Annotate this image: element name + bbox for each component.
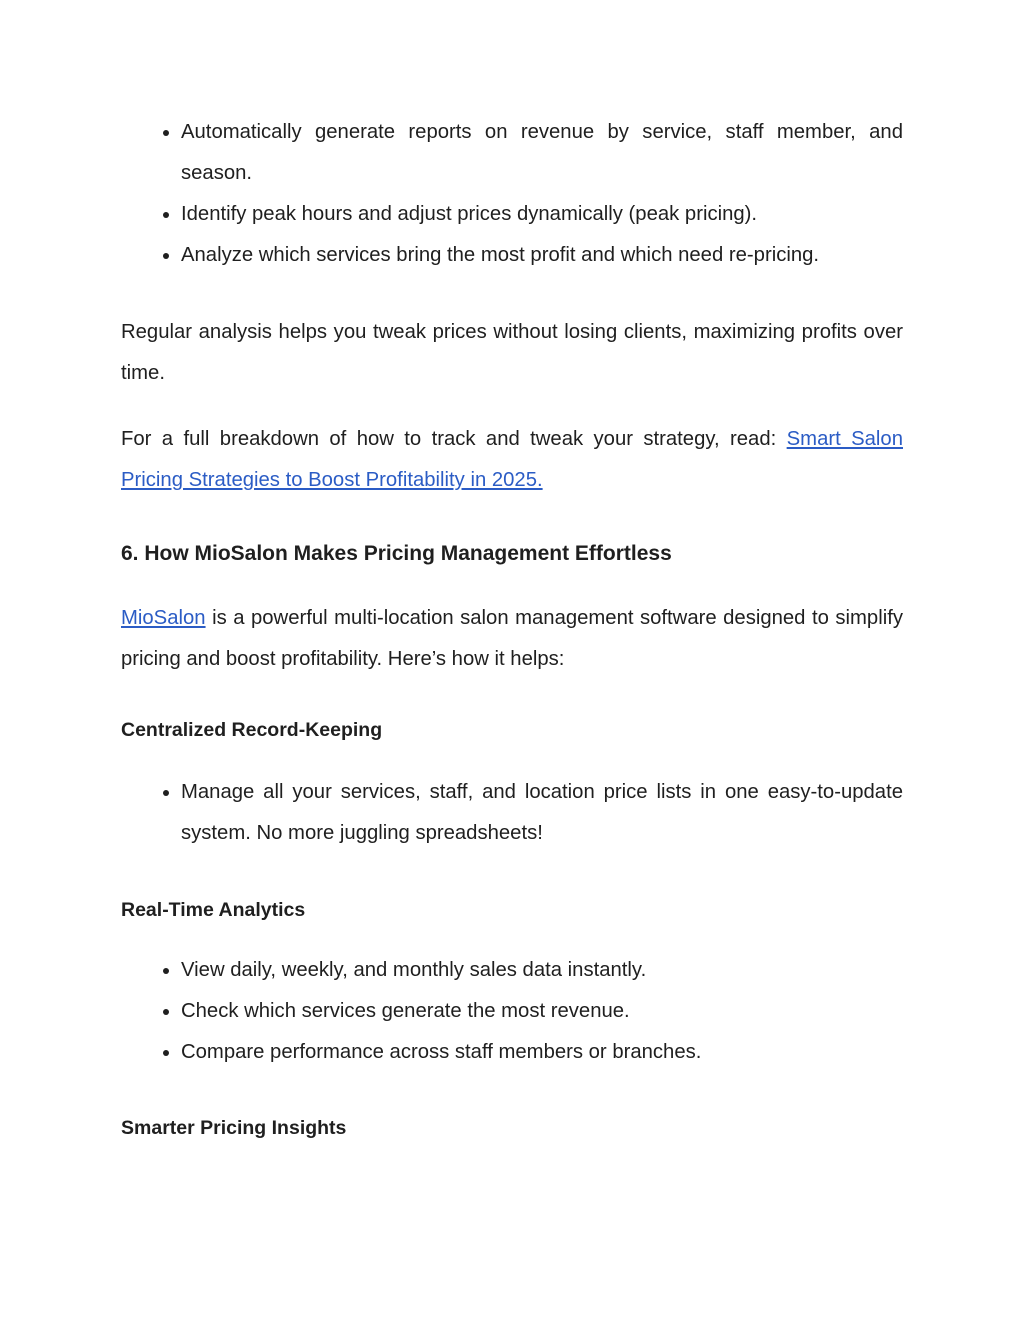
smart-salon-pricing-link[interactable]: Smart Salon Pricing Strategies to Boost Profitability in 2025.	[121, 428, 903, 491]
subheading-real-time-analytics: Real-Time Analytics	[121, 899, 306, 921]
paragraph-text: is a powerful multi-location salon management software designed to simplify pricing and boost profitability. Here’s how it helps:	[121, 607, 903, 670]
paragraph-full-breakdown	[121, 419, 903, 501]
paragraph-text: For a full breakdown of how to track and tweak your strategy, read:	[121, 428, 787, 450]
subheading-smarter-pricing-insights: Smarter Pricing Insights	[121, 1117, 347, 1139]
subheading-centralized-record-keeping: Centralized Record-Keeping	[121, 719, 383, 741]
section-heading-6: 6. How MioSalon Makes Pricing Management Effortless	[121, 542, 672, 565]
miosalon-link[interactable]: MioSalon	[121, 607, 206, 629]
list-item: • Compare performance across staff members or branches.	[181, 1032, 903, 1073]
list-item: • Analyze which services bring the most profit and which need re-pricing.	[181, 235, 903, 276]
list-item: • View daily, weekly, and monthly sales data instantly.	[181, 950, 903, 991]
paragraph-regular-analysis: Regular analysis helps you tweak prices without losing clients, maximizing profits over time.	[121, 321, 903, 384]
list-item: • Check which services generate the most revenue.	[181, 991, 903, 1032]
analytics-bullet-list	[121, 112, 903, 276]
realtime-bullet-list	[121, 950, 903, 1073]
list-item: • Manage all your services, staff, and location price lists in one easy-to-update system. No more juggling spreadsheets!	[181, 772, 903, 854]
list-item: • Automatically generate reports on revenue by service, staff member, and season.	[181, 112, 903, 194]
list-item: • Identify peak hours and adjust prices dynamically (peak pricing).	[181, 194, 903, 235]
centralized-bullet-list	[121, 772, 903, 854]
paragraph-miosalon	[121, 598, 903, 680]
